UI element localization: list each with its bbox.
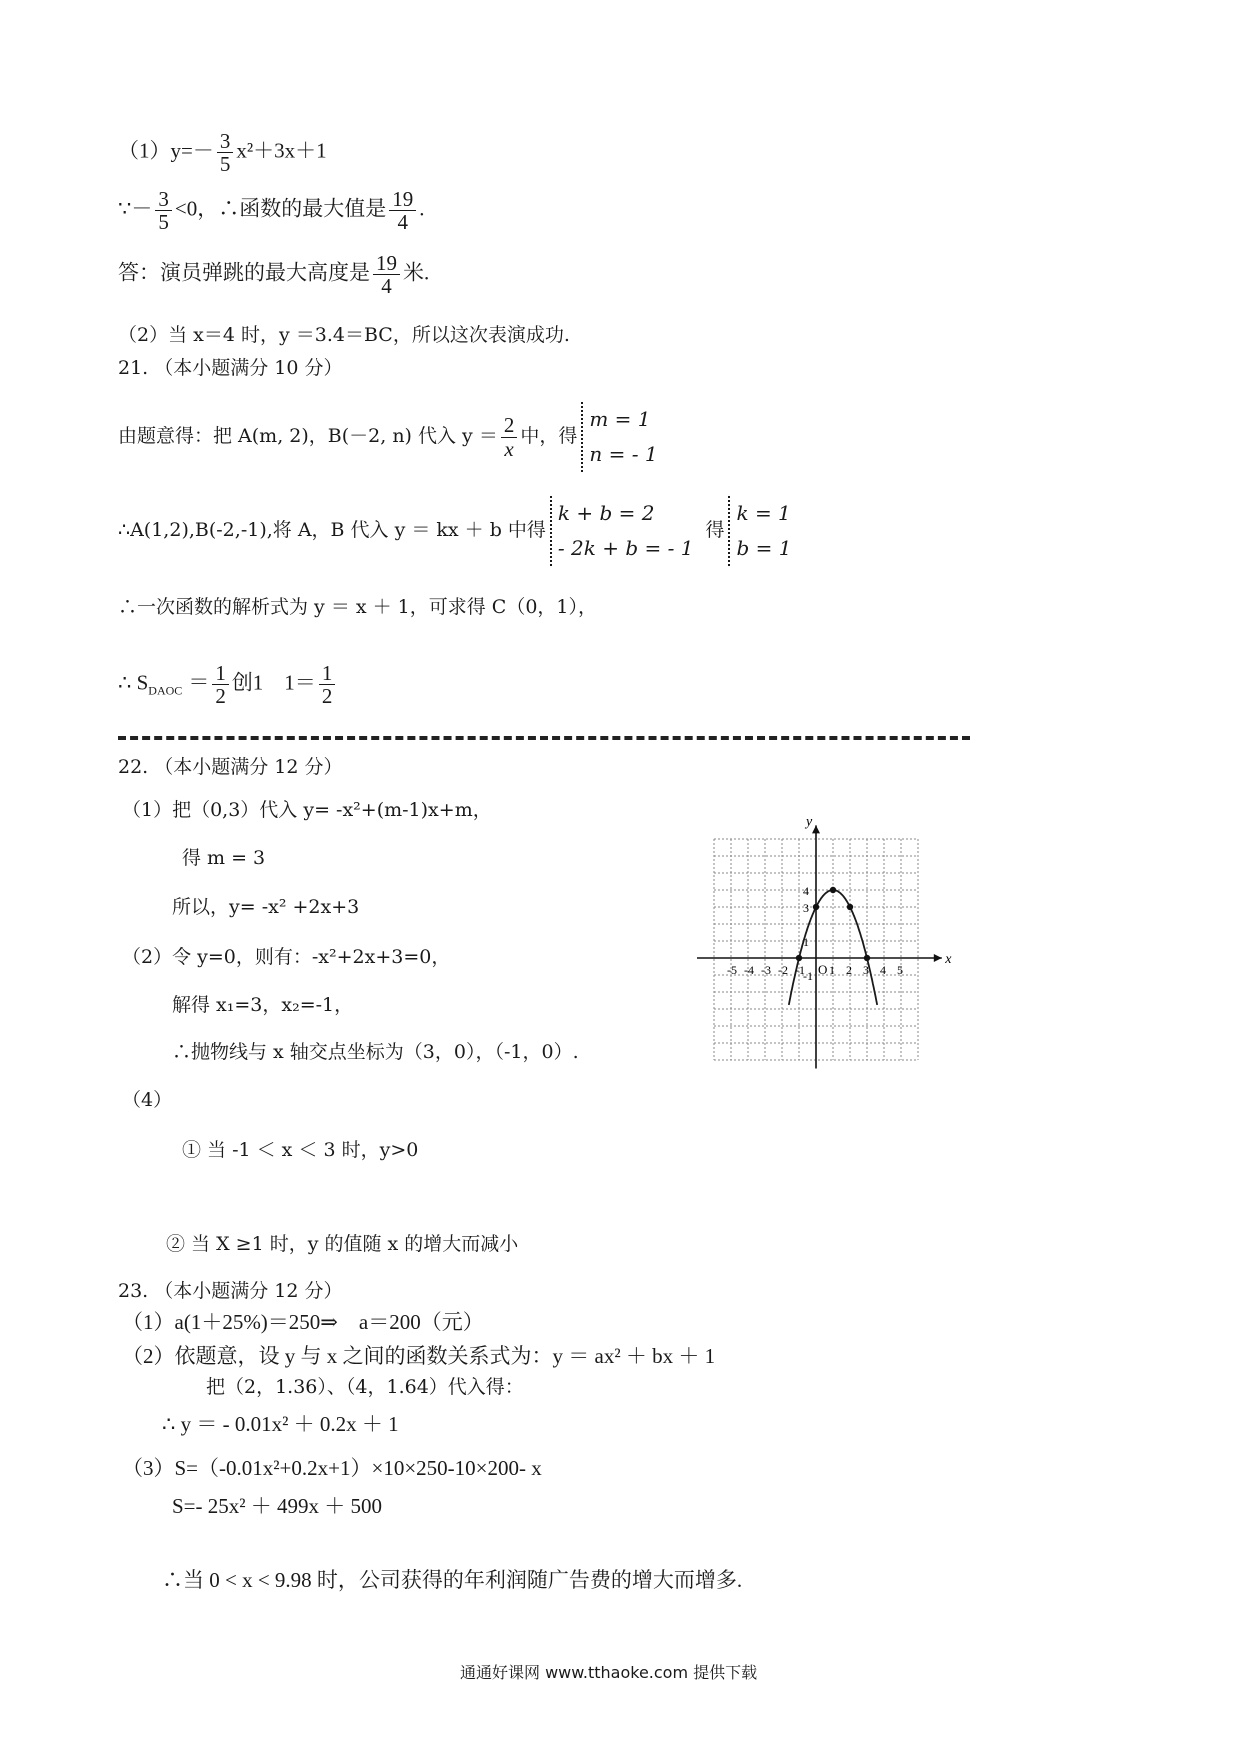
x-tick-label: -2: [778, 963, 788, 977]
parabola-graph: [676, 814, 962, 1089]
equation-system: k = 1 b = 1: [728, 496, 791, 566]
s22-line-6: ∴抛物线与 x 轴交点坐标为（3，0），（-1，0）.: [172, 1041, 579, 1063]
s22-line-9: ② 当 X ≥1 时，y 的值随 x 的增大而减小: [166, 1233, 519, 1255]
s22-line-5: 解得 x₁=3，x₂=-1，: [172, 994, 354, 1016]
x-tick-label: -1: [795, 963, 805, 977]
s21-area: ∴ $S_{DAOC}$ ＝ $\frac{1}{2}$ 创1 1＝ $\frac{1}{2}$: [118, 662, 338, 707]
s22-line-8: ① 当 -1 ＜ x ＜ 3 时，y>0: [182, 1139, 419, 1161]
y-tick-label: 4: [803, 884, 809, 898]
section-divider: [118, 736, 970, 740]
x-tick-label: 3: [863, 963, 869, 977]
s22-heading: 22. （本小题满分 12 分）: [118, 756, 343, 778]
origin-label: O: [818, 962, 828, 977]
parabola-point: [864, 955, 870, 961]
s22-line-3: 所以，y= -x² +2x+3: [172, 896, 360, 918]
s22-line-4: （2）令 y=0，则有：-x²+2x+3=0，: [122, 946, 451, 968]
s20-answer: 答：演员弹跳的最大高度是 $\frac{19}{4}$ 米.: [118, 251, 430, 299]
parabola-point: [796, 955, 802, 961]
equation-system: m = 1 n = - 1: [581, 402, 657, 472]
x-tick-label: 4: [880, 963, 886, 977]
x-tick-label: -4: [744, 963, 754, 977]
s23-heading: 23. （本小题满分 12 分）: [118, 1280, 343, 1302]
s23-line-2: （2）依题意，设 y 与 x 之间的函数关系式为：y ＝ ax² ＋ bx ＋ 1: [122, 1344, 716, 1368]
s23-line-6: S=- 25x² ＋ 499x ＋ 500: [172, 1494, 383, 1518]
graph-svg: [676, 814, 962, 1084]
fraction: $\frac{3}{5}$: [217, 130, 234, 175]
s23-line-7: ∴当 0 < x < 9.98 时，公司获得的年利润随广告费的增大而增多.: [162, 1568, 743, 1592]
fraction: $\frac{19}{4}$: [389, 188, 416, 233]
y-tick-label: 3: [803, 901, 809, 915]
y-tick-label: -1: [803, 969, 813, 983]
x-tick-label: -5: [727, 963, 737, 977]
s23-line-1: （1）a(1＋25%)＝250⇒ a＝200（元）: [122, 1310, 484, 1334]
y-tick-label: 1: [803, 935, 809, 949]
parabola-point: [813, 904, 819, 910]
s22-line-7: （4）: [122, 1089, 173, 1111]
s23-line-3: 把（2，1.36）、（4，1.64）代入得：: [206, 1376, 524, 1398]
y-axis-label: y: [806, 814, 813, 830]
fraction: $\frac{1}{2}$: [212, 662, 229, 707]
s20-line-2: ∵－ $\frac{3}{5}$ <0，∴函数的最大值是 $\frac{19}{4}$ .: [118, 187, 425, 235]
x-axis-label: x: [945, 952, 952, 967]
fraction: $\frac{1}{2}$: [319, 662, 336, 707]
s20-line-1: （1）y=－ $\frac{3}{5}$ x²＋3x＋1: [118, 129, 327, 177]
fraction: $\frac{19}{4}$: [373, 252, 400, 297]
parabola-point: [830, 887, 836, 893]
fraction: $\frac{2}{x}$: [501, 414, 518, 459]
fraction: $\frac{3}{5}$: [155, 188, 172, 233]
s21-line-3: ∴一次函数的解析式为 y ＝ x ＋ 1，可求得 C（0，1），: [118, 596, 597, 618]
parabola-point: [847, 904, 853, 910]
x-tick-label: 2: [846, 963, 852, 977]
s20-part-2: （2）当 x＝4 时，y ＝3.4＝BC，所以这次表演成功.: [118, 324, 570, 346]
y-axis-arrow: [812, 825, 820, 833]
s21-line-2: ∴A(1,2),B(-2,-1),将 A，B 代入 y ＝ kx ＋ b 中得 k + b = 2 - 2k + b = - 1 得 k = 1 b = 1: [118, 496, 791, 566]
x-tick-label: 5: [897, 963, 903, 977]
s21-line-1: 由题意得：把 A(m, 2)，B(－2, n) 代入 y ＝ $\frac{2}{x}$ 中，得 m = 1 n = - 1: [118, 402, 658, 472]
s23-line-4: ∴ y ＝ - 0.01x² ＋ 0.2x ＋ 1: [162, 1412, 399, 1436]
s23-line-5: （3）S=（-0.01x²+0.2x+1）×10×250-10×200- x: [122, 1456, 542, 1480]
s22-line-1: （1）把（0,3）代入 y= -x²+(m-1)x+m，: [122, 799, 492, 821]
s21-heading: 21. （本小题满分 10 分）: [118, 357, 343, 379]
x-tick-label: -3: [761, 963, 771, 977]
x-axis-arrow: [934, 954, 942, 962]
x-tick-label: 1: [829, 963, 835, 977]
s22-line-2: 得 m = 3: [182, 847, 266, 869]
footer-credit: 通通好课网 www.tthaoke.com 提供下载: [460, 1663, 758, 1682]
equation-system: k + b = 2 - 2k + b = - 1: [550, 496, 694, 566]
